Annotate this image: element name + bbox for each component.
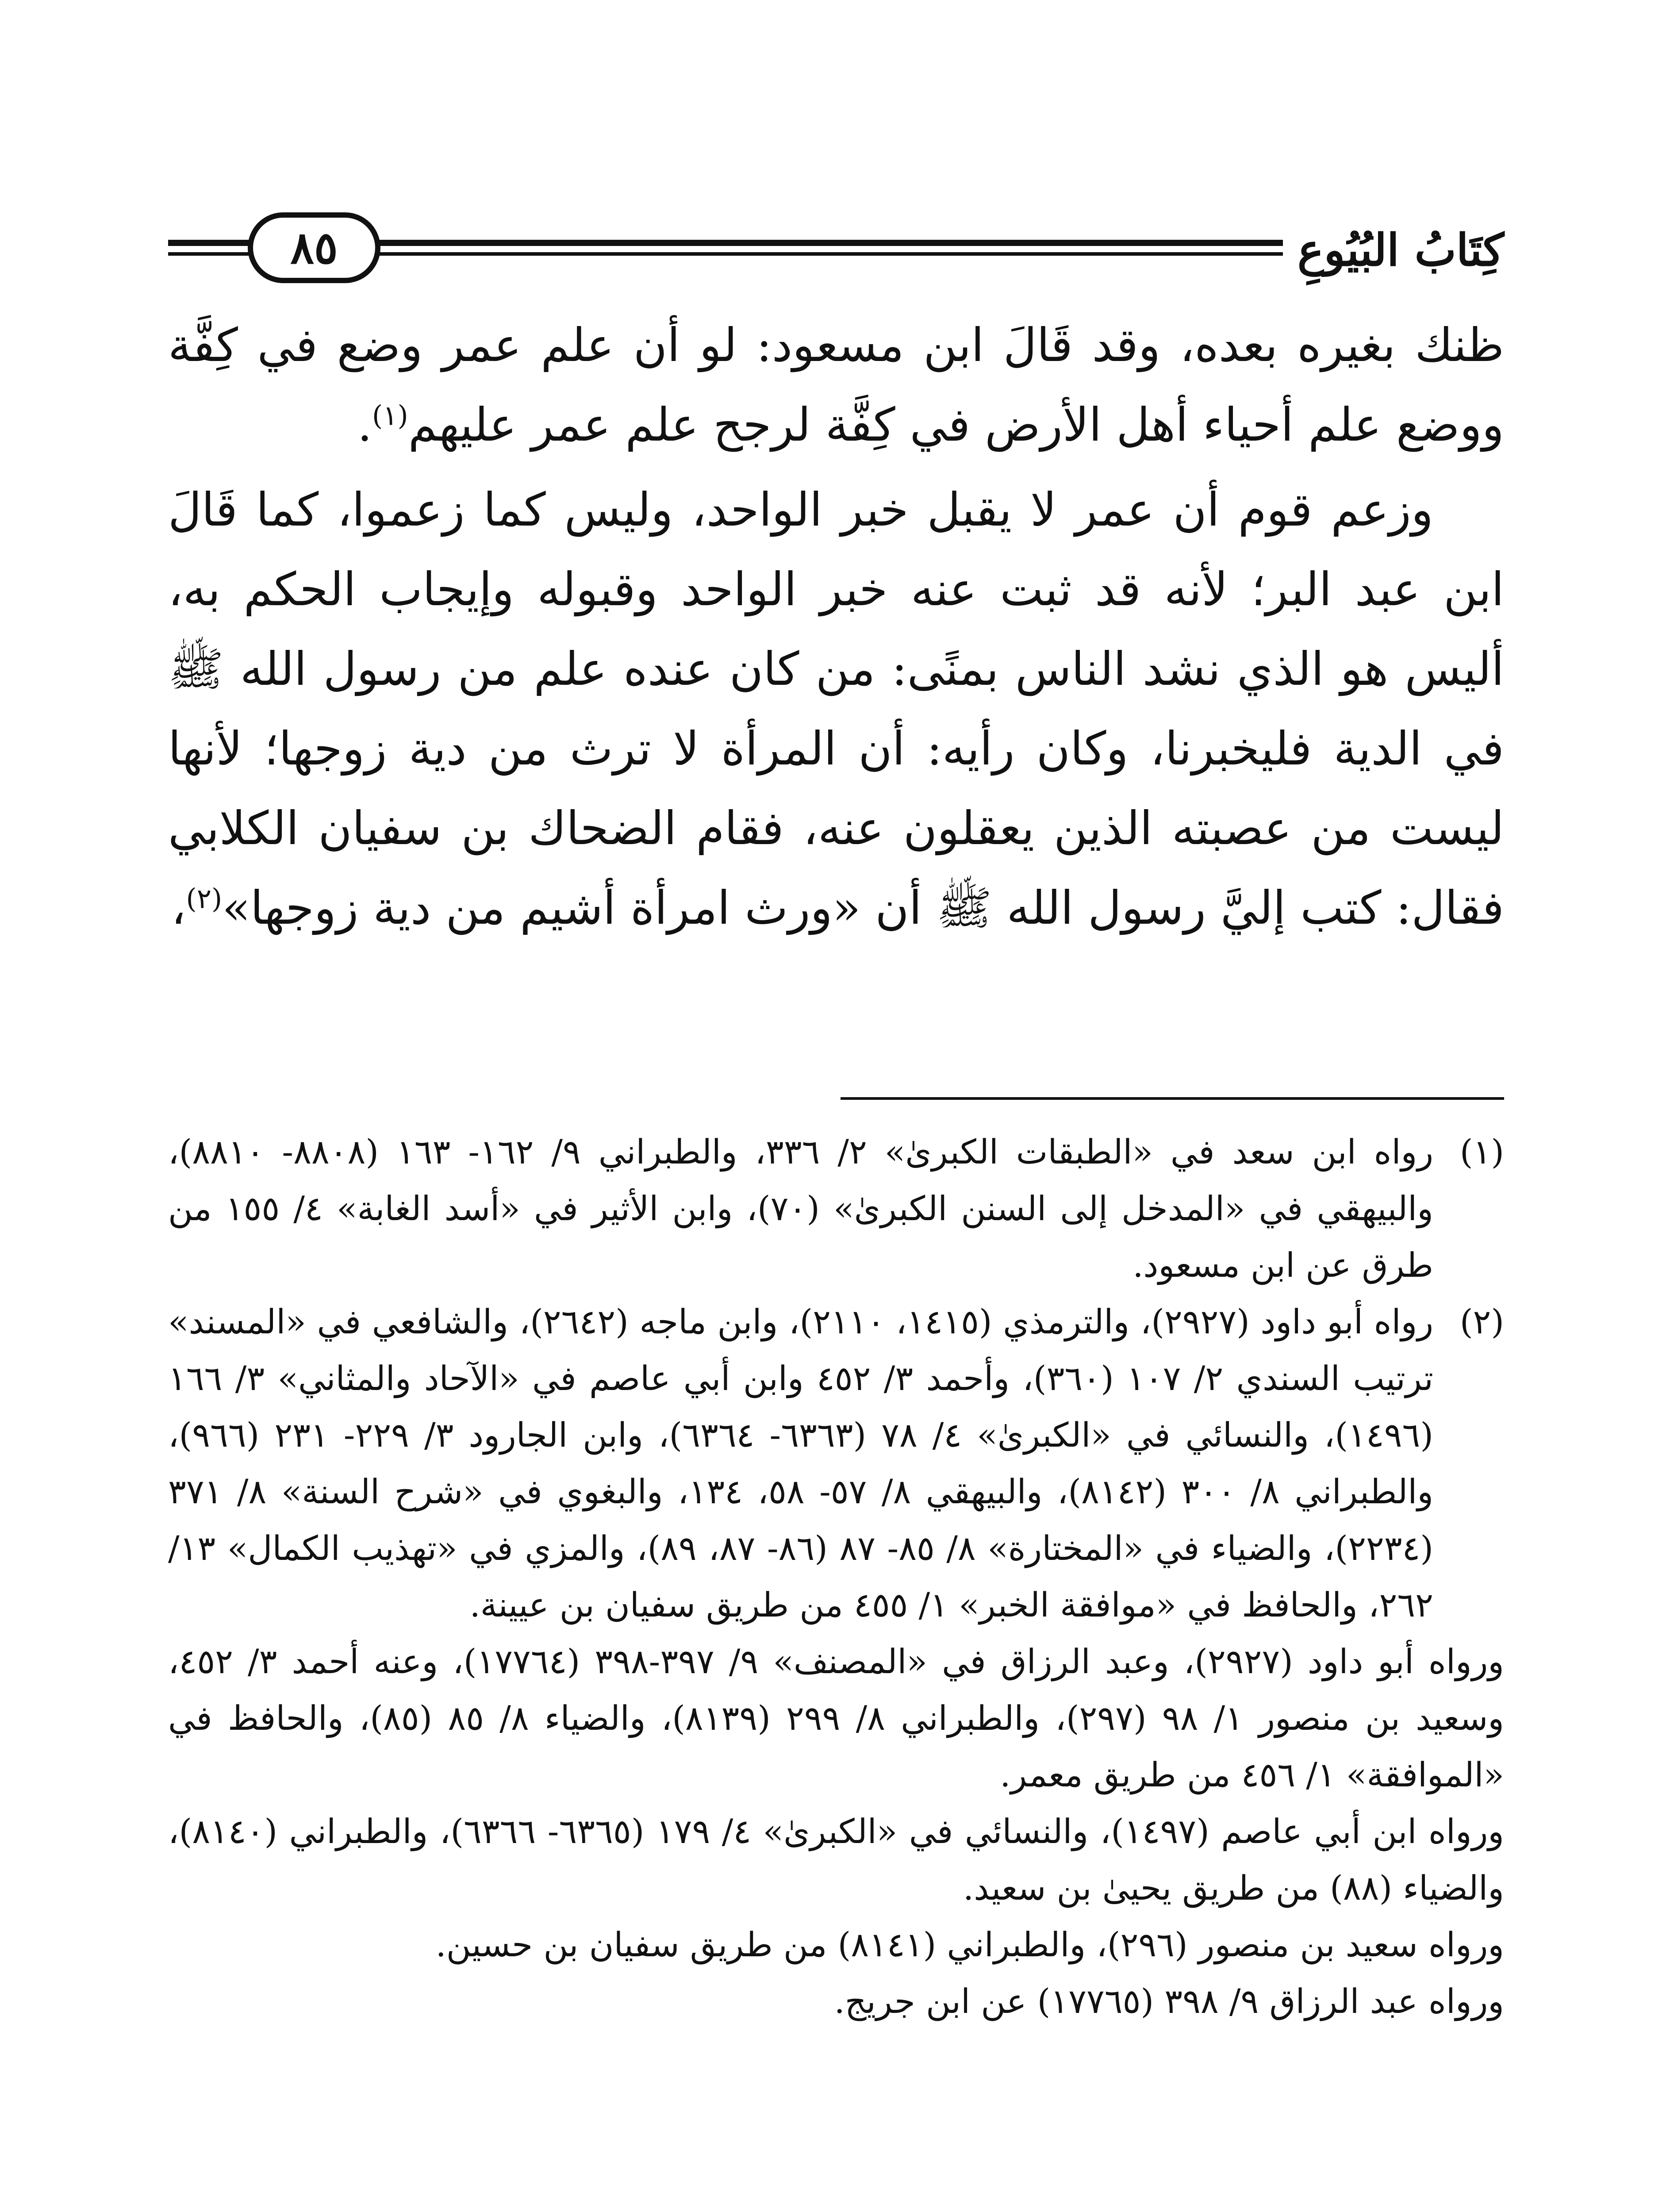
main-text [168, 305, 1504, 953]
footnotes [168, 1124, 1504, 2030]
header-rule-middle [376, 240, 1283, 246]
footnote-2-text: رواه أبو داود (٢٩٢٧)، والترمذي (١٤١٥، ٢١١٠)، وابن ماجه (٢٦٤٢)، والشافعي في «المسند» ترتيب السندي ٢/ ١٠٧ (٣٦٠)، وأحمد ٣/ ٤٥٢ وابن أبي عاصم في «الآحاد والمثاني» ٣/ ١٦٦ (١٤٩٦)، والنسائي في «الكبرىٰ» ٤/ ٧٨ (٦٣٦٣- ٦٣٦٤)، وابن الجارود ٣/ ٢٢٩- ٢٣١ (٩٦٦)، والطبراني ٨/ ٣٠٠ (٨١٤٢)، والبيهقي ٨/ ٥٧- ٥٨، ١٣٤، والبغوي في «شرح السنة» ٨/ ٣٧١ (٢٢٣٤)، والضياء في «المختارة» ٨/ ٨٥- ٨٧ (٨٦- ٨٧، ٨٩)، والمزي في «تهذيب الكمال» ١٣/ ٢٦٢، والحافظ في «موافقة الخبر» ١/ ٤٥٥ من طريق سفيان بن عيينة. [168, 1302, 1434, 1624]
footnote-ref-1: (١) [372, 399, 408, 432]
footnote-ref-2: (٢) [186, 882, 223, 915]
paragraph-2-end: ، [171, 881, 186, 935]
paragraph-2 [168, 470, 1504, 948]
footnote-1 [168, 1124, 1504, 1294]
paragraph-1-text: ظنك بغيره بعده، وقد قَالَ ابن مسعود: لو أن علم عمر وضع في كِفَّة ووضع علم أحياء أهل الأرض في كِفَّة لرجح علم عمر عليهم [168, 318, 1504, 452]
footnote-2 [168, 1294, 1504, 1633]
footnote-2-continuation-4: ورواه عبد الرزاق ٩/ ٣٩٨ (١٧٧٦٥) عن ابن جريج. [834, 1982, 1504, 2021]
footnote-2-continuation-1: ورواه أبو داود (٢٩٢٧)، وعبد الرزاق في «المصنف» ٩/ ٣٩٧-٣٩٨ (١٧٧٦٤)، وعنه أحمد ٣/ ٤٥٢، وسعيد بن منصور ١/ ٩٨ (٢٩٧)، والطبراني ٨/ ٢٩٩ (٨١٣٩)، والضياء ٨/ ٨٥ (٨٥)، والحافظ في «الموافقة» ١/ ٤٥٦ من طريق معمر. [168, 1642, 1505, 1794]
running-title: كِتَابُ البُيُوعِ [1297, 224, 1504, 276]
header-rule-middle-lower [376, 252, 1283, 256]
header-rule-left-lower [168, 252, 252, 256]
footnote-1-number: (١) [1459, 1132, 1504, 1171]
footnote-2-number: (٢) [1459, 1302, 1504, 1341]
page-number-badge [248, 212, 380, 283]
header-rule-left [168, 240, 252, 246]
footnote-2-continuation-3: ورواه سعيد بن منصور (٢٩٦)، والطبراني (٨١٤١) من طريق سفيان بن حسين. [435, 1925, 1504, 1964]
paragraph-2-text: وزعم قوم أن عمر لا يقبل خبر الواحد، وليس كما زعموا، كما قَالَ ابن عبد البر؛ لأنه قد ثبت عنه خبر الواحد وقبوله وإيجاب الحكم به، أليس هو الذي نشد الناس بمنًى: من كان عنده علم من رسول الله ﷺ في الدية فليخبرنا، وكان رأيه: أن المرأة لا ترث من دية زوجها؛ لأنها ليست من عصبته الذين يعقلون عنه، فقام الضحاك بن سفيان الكلابي فقال: كتب إليَّ رسول الله ﷺ أن «ورث امرأة أشيم من دية زوجها» [168, 483, 1504, 935]
footnote-1-text: رواه ابن سعد في «الطبقات الكبرىٰ» ٢/ ٣٣٦، والطبراني ٩/ ١٦٢- ١٦٣ (٨٨٠٨- ٨٨١٠)، والبيهقي في «المدخل إلى السنن الكبرىٰ» (٧٠)، وابن الأثير في «أسد الغابة» ٤/ ١٥٥ من طرق عن ابن مسعود. [168, 1132, 1434, 1285]
paragraph-1 [168, 305, 1504, 465]
page-header [168, 208, 1504, 288]
page-number: ٨٥ [290, 222, 338, 274]
footnote-2-continuation-2: ورواه ابن أبي عاصم (١٤٩٧)، والنسائي في «الكبرىٰ» ٤/ ١٧٩ (٦٣٦٥- ٦٣٦٦)، والطبراني (٨١٤٠)، والضياء (٨٨) من طريق يحيىٰ بن سعيد. [168, 1812, 1504, 1908]
footnote-separator [841, 1097, 1504, 1100]
paragraph-1-end: . [357, 398, 372, 452]
